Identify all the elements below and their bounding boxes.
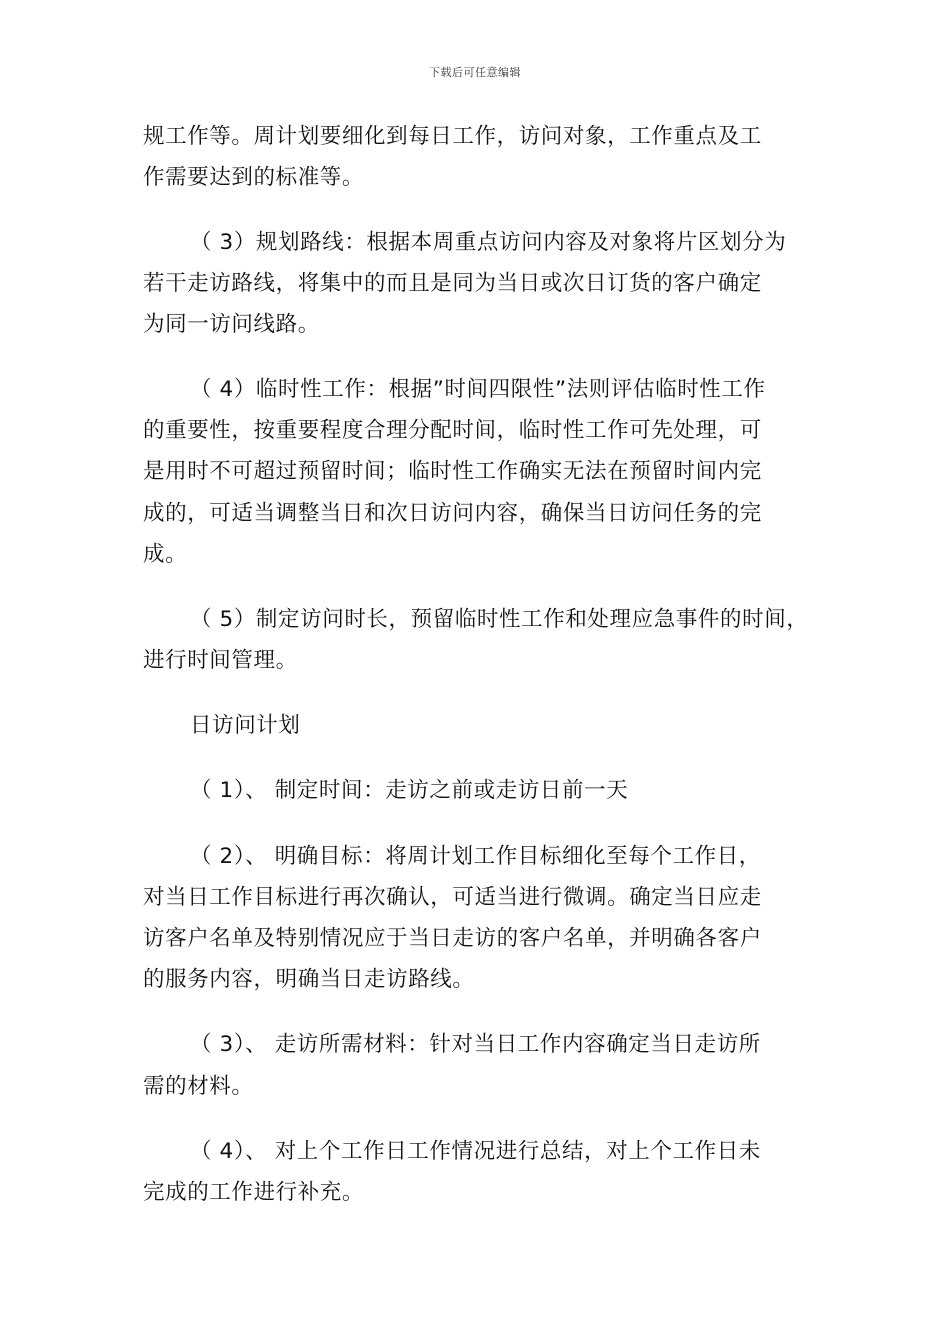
text-line: 的重要性，按重要程度合理分配时间，临时性工作可先处理，可	[143, 418, 762, 443]
text-line: （ 3）规划路线：根据本周重点访问内容及对象将片区划分为	[190, 230, 787, 255]
text-line: 进行时间管理。	[143, 648, 298, 673]
text-line: 成的，可适当调整当日和次日访问内容，确保当日访问任务的完	[143, 501, 762, 526]
text-line: 若干走访路线，将集中的而且是同为当日或次日订货的客户确定	[143, 271, 762, 296]
text-line: （ 2）、 明确目标：将周计划工作目标细化至每个工作日，	[190, 844, 761, 869]
text-line: （ 5）制定访问时长，预留临时性工作和处理应急事件的时间，	[190, 607, 809, 632]
section-heading: 日访问计划	[190, 713, 301, 738]
text-line: 的服务内容，明确当日走访路线。	[143, 967, 475, 992]
text-line: （ 3）、 走访所需材料：针对当日工作内容确定当日走访所	[190, 1032, 761, 1057]
text-line: 规工作等。周计划要细化到每日工作，访问对象，工作重点及工	[143, 124, 762, 149]
text-line: 访客户名单及特别情况应于当日走访的客户名单，并明确各客户	[143, 926, 762, 951]
text-line: 对当日工作目标进行再次确认，可适当进行微调。确定当日应走	[143, 885, 762, 910]
text-line: 作需要达到的标准等。	[143, 165, 365, 190]
page-header: 下载后可任意编辑	[429, 66, 521, 79]
text-line: 为同一访问线路。	[143, 312, 320, 337]
text-line: （ 4）临时性工作：根据”时间四限性”法则评估临时性工作	[190, 377, 766, 402]
text-line: 完成的工作进行补充。	[143, 1180, 365, 1205]
text-line: 需的材料。	[143, 1074, 254, 1099]
text-line: 是用时不可超过预留时间；临时性工作确实无法在预留时间内完	[143, 459, 762, 484]
text-line: 成。	[143, 542, 188, 567]
text-line: （ 1）、 制定时间：走访之前或走访日前一天	[190, 778, 629, 803]
text-line: （ 4）、 对上个工作日工作情况进行总结，对上个工作日未	[190, 1139, 761, 1164]
